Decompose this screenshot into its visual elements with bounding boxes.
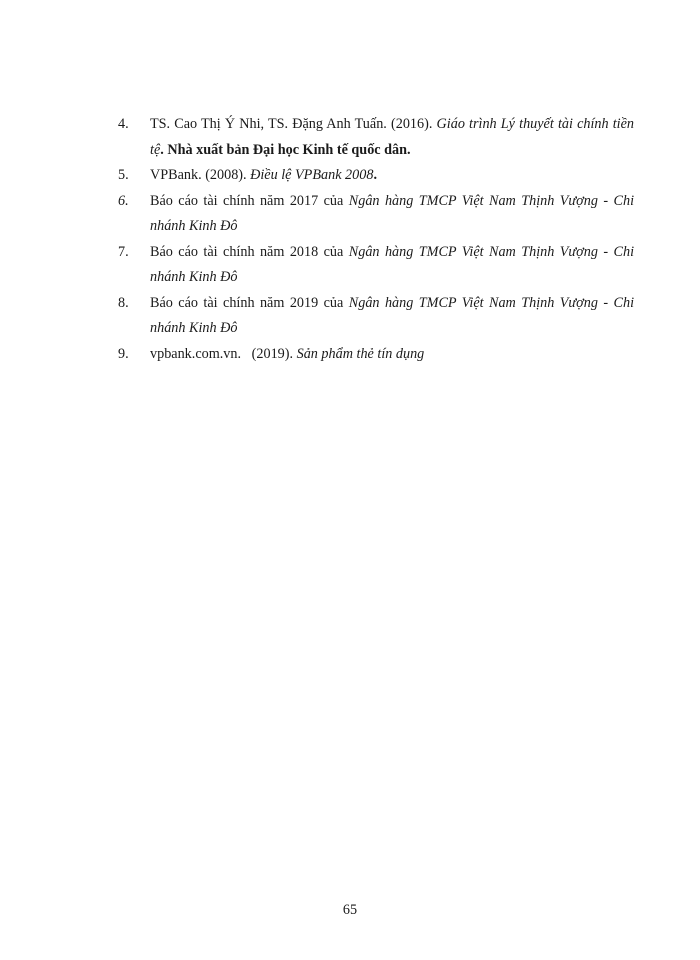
reference-title: Ngân hàng TMCP Việt Nam Thịnh Vượng - Chi nhánh Kinh Đô xyxy=(150,243,635,285)
reference-suffix: . Nhà xuất bản Đại học Kinh tế quốc dân. xyxy=(160,141,411,158)
reference-year: (2016). xyxy=(391,116,433,132)
reference-year: (2019). xyxy=(251,345,294,362)
reference-prefix: Báo cáo tài chính năm 2017 của xyxy=(150,192,344,209)
reference-item-9 xyxy=(118,342,634,368)
reference-number: 8. xyxy=(118,294,129,311)
reference-prefix: Báo cáo tài chính năm 2018 của xyxy=(150,243,344,260)
reference-item-4 xyxy=(118,112,634,163)
reference-title: Điều lệ VPBank 2008 xyxy=(250,167,374,183)
reference-item-7 xyxy=(118,240,634,291)
reference-title: Ngân hàng TMCP Việt Nam Thịnh Vượng - Chi nhánh Kinh Đô xyxy=(150,294,635,336)
page-number: 65 xyxy=(342,902,358,918)
reference-number: 4. xyxy=(118,116,129,132)
reference-title: Ngân hàng TMCP Việt Nam Thịnh Vượng - Chi nhánh Kinh Đô xyxy=(150,192,635,234)
reference-list xyxy=(118,112,634,367)
reference-number: 6. xyxy=(118,192,129,209)
reference-item-8 xyxy=(118,291,634,342)
reference-number: 9. xyxy=(118,345,129,362)
reference-number: 5. xyxy=(118,167,129,183)
reference-year: (2008). xyxy=(205,167,247,183)
reference-item-5 xyxy=(118,163,634,189)
reference-title: Sản phẩm thẻ tín dụng xyxy=(296,345,425,362)
reference-authors: TS. Cao Thị Ý Nhi, TS. Đặng Anh Tuấn. xyxy=(150,116,387,132)
reference-suffix: . xyxy=(373,167,377,183)
reference-authors: vpbank.com.vn. xyxy=(150,345,242,362)
reference-prefix: Báo cáo tài chính năm 2019 của xyxy=(150,294,344,311)
reference-authors: VPBank. xyxy=(150,167,202,183)
reference-title: Giáo trình Lý thuyết tài chính tiền tệ xyxy=(150,116,635,158)
reference-item-6 xyxy=(118,189,634,240)
reference-number: 7. xyxy=(118,243,129,260)
